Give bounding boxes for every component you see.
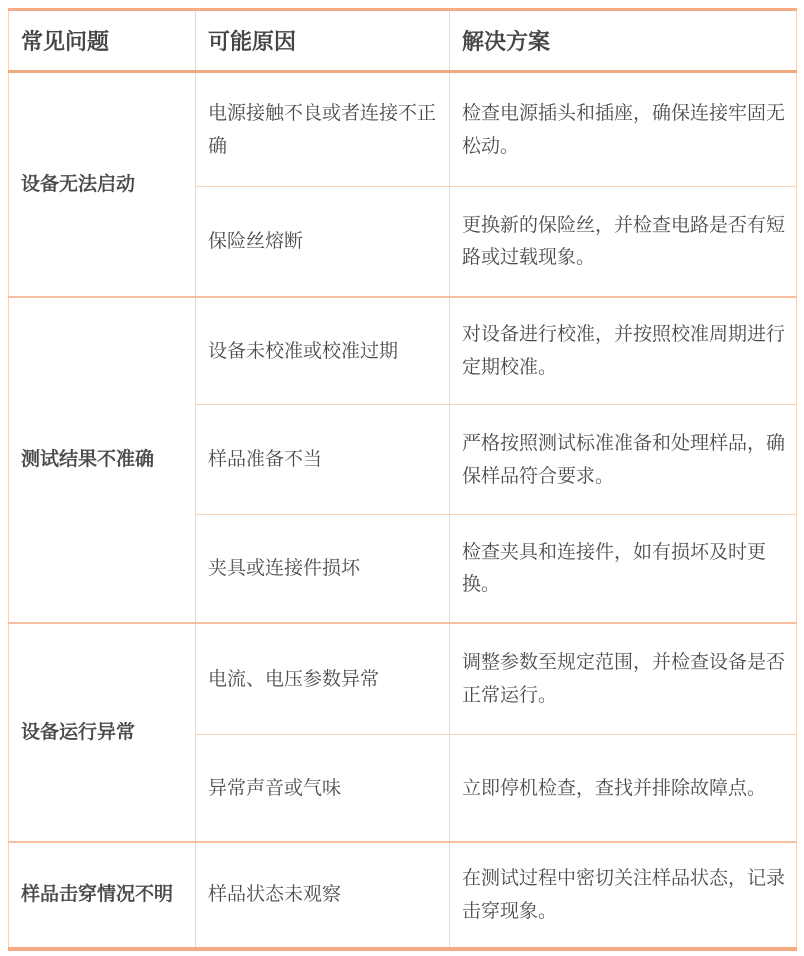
cause-cell: 电流、电压参数异常 — [196, 623, 450, 735]
problem-cell: 样品击穿情况不明 — [9, 842, 196, 949]
column-header-cause: 可能原因 — [196, 10, 450, 72]
problem-cell: 测试结果不准确 — [9, 297, 196, 623]
solution-cell: 检查电源插头和插座，确保连接牢固无松动。 — [450, 72, 797, 187]
table-row — [9, 72, 797, 187]
solution-cell: 更换新的保险丝，并检查电路是否有短路或过载现象。 — [450, 187, 797, 297]
troubleshooting-table — [8, 8, 797, 951]
cause-cell: 设备未校准或校准过期 — [196, 297, 450, 405]
column-header-solution: 解决方案 — [450, 10, 797, 72]
cause-cell: 电源接触不良或者连接不正确 — [196, 72, 450, 187]
table-row — [9, 842, 797, 949]
solution-cell: 立即停机检查，查找并排除故障点。 — [450, 735, 797, 842]
solution-cell: 调整参数至规定范围，并检查设备是否正常运行。 — [450, 623, 797, 735]
cause-cell: 异常声音或气味 — [196, 735, 450, 842]
problem-cell: 设备运行异常 — [9, 623, 196, 842]
solution-cell: 在测试过程中密切关注样品状态，记录击穿现象。 — [450, 842, 797, 949]
solution-cell: 检查夹具和连接件，如有损坏及时更换。 — [450, 515, 797, 623]
solution-cell: 对设备进行校准，并按照校准周期进行定期校准。 — [450, 297, 797, 405]
cause-cell: 保险丝熔断 — [196, 187, 450, 297]
solution-cell: 严格按照测试标准准备和处理样品，确保样品符合要求。 — [450, 405, 797, 515]
cause-cell: 样品状态未观察 — [196, 842, 450, 949]
header-row — [9, 10, 797, 72]
cause-cell: 样品准备不当 — [196, 405, 450, 515]
table-row — [9, 623, 797, 735]
problem-cell: 设备无法启动 — [9, 72, 196, 297]
column-header-problem: 常见问题 — [9, 10, 196, 72]
cause-cell: 夹具或连接件损坏 — [196, 515, 450, 623]
table-row — [9, 297, 797, 405]
